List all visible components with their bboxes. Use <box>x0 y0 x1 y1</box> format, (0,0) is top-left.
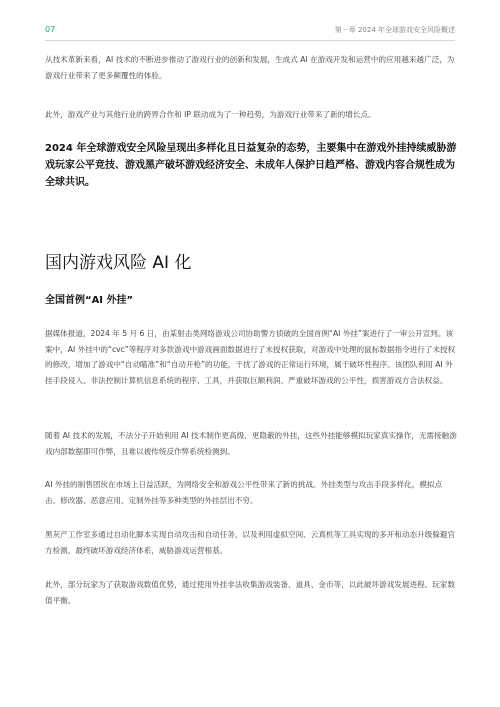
subsection-title: 全国首例“AI 外挂” <box>45 295 134 306</box>
page-number: 07 <box>45 25 56 34</box>
body-paragraph-case: 据媒体报道，2024 年 5 月 6 日，由某射击类网络游戏公司协助警方侦破的全国首例“AI 外挂”案进行了一审公开宣判。该案中，AI 外挂中的“cvc”等程序对多款游戏中游戏画面数据进行了未授权获取，对游戏中处理的鼠标数据指令进行了未授权的修改，增加了游戏中“自动瞄准”和“自动开枪”的功能，干扰了游戏的正常运行环境，属于破坏性程序。该团队利用 AI 外挂手段侵入、非法控制计算机信息系统的程序、工具，并获取巨额利润、严重破坏游戏的公平性，损害游戏方合法权益。 <box>45 329 456 385</box>
page-header <box>45 22 455 41</box>
body-paragraph-ai-development: 随着 AI 技术的发展，不法分子开始利用 AI 技术制作更高级、更隐蔽的外挂，这些外挂能够模拟玩家真实操作，无需接触游戏内部数据即可作弊，且难以被传统反作弊系统检测到。 <box>45 431 457 456</box>
intro-paragraph-cross-industry: 此外，游戏产业与其他行业的跨界合作和 IP 联动成为了一种趋势，为游戏行业带来了新的增长点。 <box>45 110 376 119</box>
section-title: 国内游戏风险 AI 化 <box>45 253 192 273</box>
body-paragraph-studios: 黑灰产工作室多通过自动化脚本实现自动攻击和自动任务，以及利用虚拟空间、云真机等工具实现的多开和动态升级躲避官方检测，最终破坏游戏经济体系，威胁游戏运营根基。 <box>45 530 456 555</box>
body-paragraph-players: 此外，部分玩家为了获取游戏数值优势，通过使用外挂非法收集游戏装备、道具、金币等，以此破坏游戏发展进程、玩家数值平衡。 <box>45 580 456 605</box>
running-title: 第一章 2024 年全球游戏安全风险概述 <box>334 26 455 34</box>
intro-paragraph-technology: 从技术革新来看，AI 技术的不断进步推动了游戏行业的创新和发展，生成式 AI 在游戏开发和运营中的应用越来越广泛，为游戏行业带来了更多颠覆性的体验。 <box>45 55 455 80</box>
key-point-paragraph: 2024 年全球游戏安全风险呈现出多样化且日益复杂的态势，主要集中在游戏外挂持续威胁游戏玩家公平竞技、游戏黑产破坏游戏经济安全、未成年人保护日趋严格、游戏内容合规性成为全球共识。 <box>45 143 457 188</box>
body-paragraph-cheat-teams: AI 外挂的制售团伙在市场上日益活跃，为网络安全和游戏公平性带来了新的挑战。外挂类型与攻击手段多样化，模拟点击、修改器、恶意应用、定制外挂等多种类型的外挂层出不穷。 <box>45 480 443 505</box>
